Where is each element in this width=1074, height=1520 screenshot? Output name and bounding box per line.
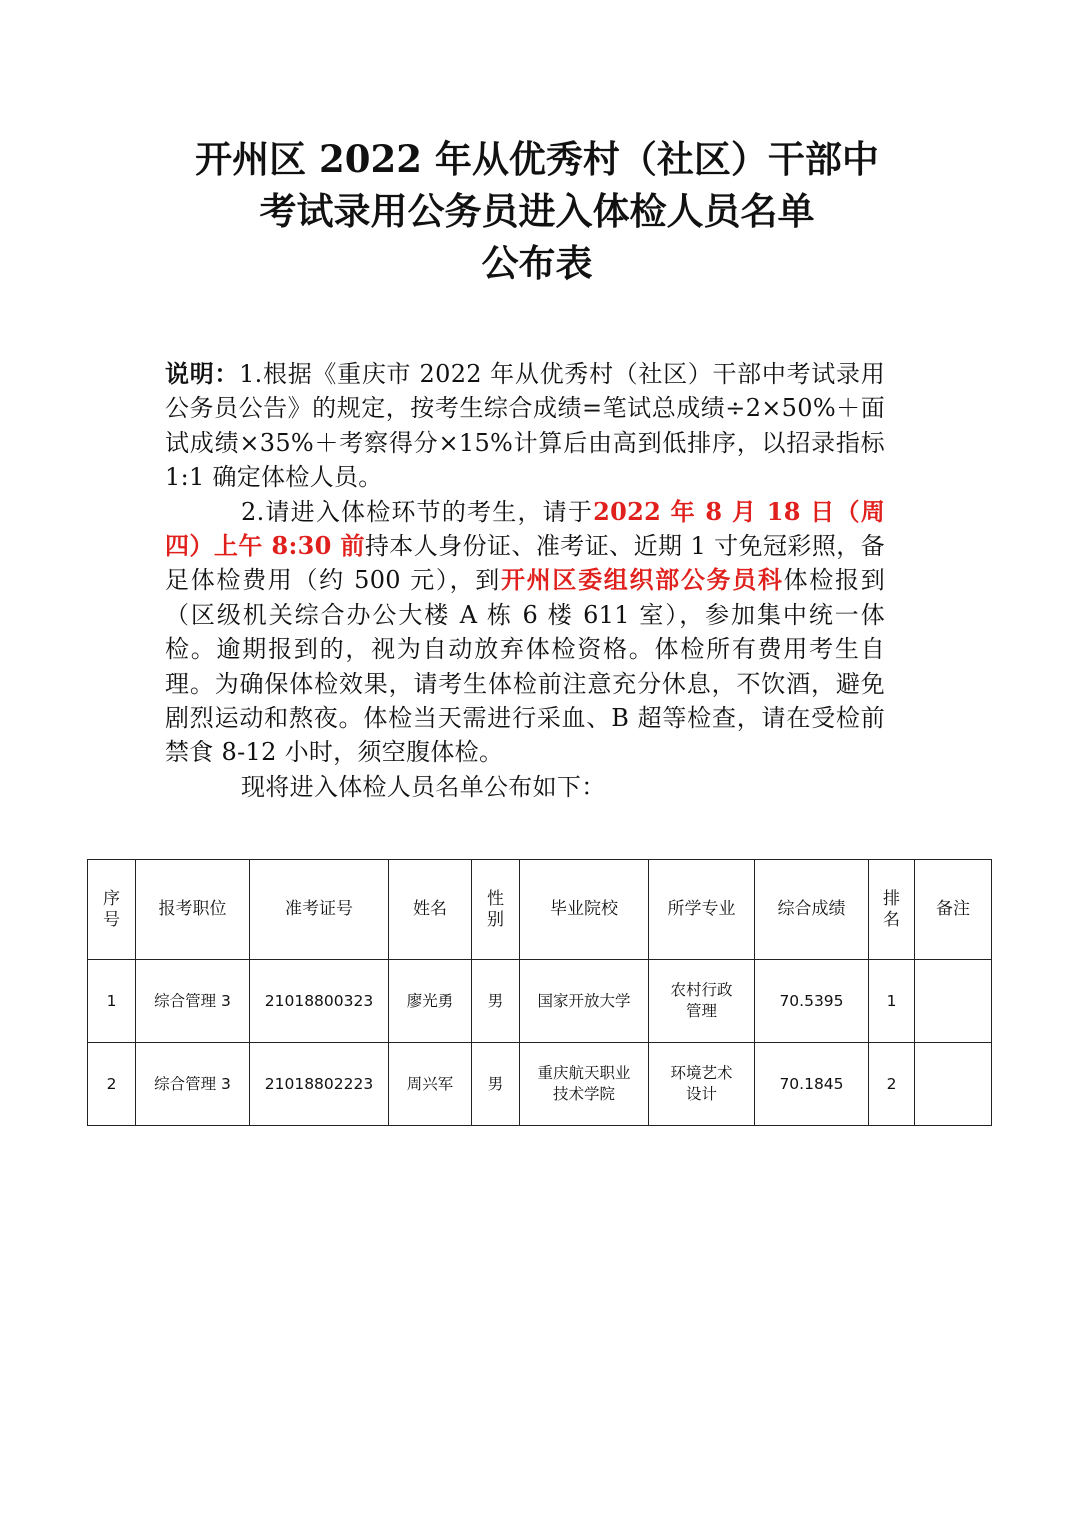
note-2-text-a: 2.请进入体检环节的考生，请于 [241, 497, 594, 526]
table-header-row [88, 860, 992, 960]
cell-name: 廖光勇 [389, 960, 472, 1043]
header-name: 姓名 [389, 860, 472, 960]
header-exam-id: 准考证号 [250, 860, 389, 960]
header-major: 所学专业 [649, 860, 755, 960]
cell-gender: 男 [472, 1043, 520, 1126]
cell-major: 农村行政管理 [649, 960, 755, 1043]
title-line-2: 考试录用公务员进入体检人员名单 [259, 189, 815, 233]
note-paragraph-3: 现将进入体检人员名单公布如下： [241, 772, 606, 801]
title-line-1: 开州区 2022 年从优秀村（社区）干部中 [195, 137, 879, 181]
cell-remarks [915, 960, 992, 1043]
header-remarks: 备注 [915, 860, 992, 960]
note-paragraph-1 [165, 357, 885, 495]
notes-label: 说明： [165, 359, 240, 388]
note-2-text-c: 体检报到（区级机关综合办公大楼 A 栋 6 楼 611 室），参加集中统一体检。逾期报到的，视为自动放弃体检资格。体检所有费用考生自理。为确保体检效果，请考生体检前注意充分休息，不饮酒，避免剧烈运动和熬夜。体检当天需进行采血、B 超等检查，请在受检前禁食 8-12 小时，须空腹体检。 [165, 566, 885, 767]
checkin-time: 2022 年 8 月 18 日（周四）上午 8:30 前 [165, 496, 885, 561]
cell-index: 1 [88, 960, 136, 1043]
note-1-text: 1.根据《重庆市 2022 年从优秀村（社区）干部中考试录用公务员公告》的规定，按考生综合成绩=笔试总成绩÷2×50%＋面试成绩×35%＋考察得分×15%计算后由高到低排序，以招录指标 1:1 确定体检人员。 [165, 360, 885, 492]
cell-remarks [915, 1043, 992, 1126]
header-rank: 排名 [869, 860, 915, 960]
cell-rank: 2 [869, 1043, 915, 1126]
header-gender: 性别 [472, 860, 520, 960]
table-row [88, 1043, 992, 1126]
cell-score: 70.5395 [755, 960, 869, 1043]
table-row [88, 960, 992, 1043]
note-paragraph-2 [165, 495, 885, 770]
note-2-text-b: 持本人身份证、准考证、近期 1 寸免冠彩照，备足体检费用（约 500 元），到 [165, 532, 885, 595]
cell-exam-id: 21018802223 [250, 1043, 389, 1126]
header-index: 序号 [88, 860, 136, 960]
cell-name: 周兴军 [389, 1043, 472, 1126]
candidate-table [87, 859, 992, 1126]
cell-rank: 1 [869, 960, 915, 1043]
cell-score: 70.1845 [755, 1043, 869, 1126]
header-position: 报考职位 [136, 860, 250, 960]
notes-section [165, 357, 885, 804]
cell-school: 重庆航天职业技术学院 [520, 1043, 649, 1126]
cell-index: 2 [88, 1043, 136, 1126]
header-score: 综合成绩 [755, 860, 869, 960]
title-line-3: 公布表 [481, 241, 593, 285]
cell-school: 国家开放大学 [520, 960, 649, 1043]
document-title [0, 133, 1074, 289]
cell-gender: 男 [472, 960, 520, 1043]
checkin-place: 开州区委组织部公务员科 [500, 565, 784, 595]
cell-position: 综合管理 3 [136, 960, 250, 1043]
cell-major: 环境艺术设计 [649, 1043, 755, 1126]
header-school: 毕业院校 [520, 860, 649, 960]
cell-position: 综合管理 3 [136, 1043, 250, 1126]
cell-exam-id: 21018800323 [250, 960, 389, 1043]
